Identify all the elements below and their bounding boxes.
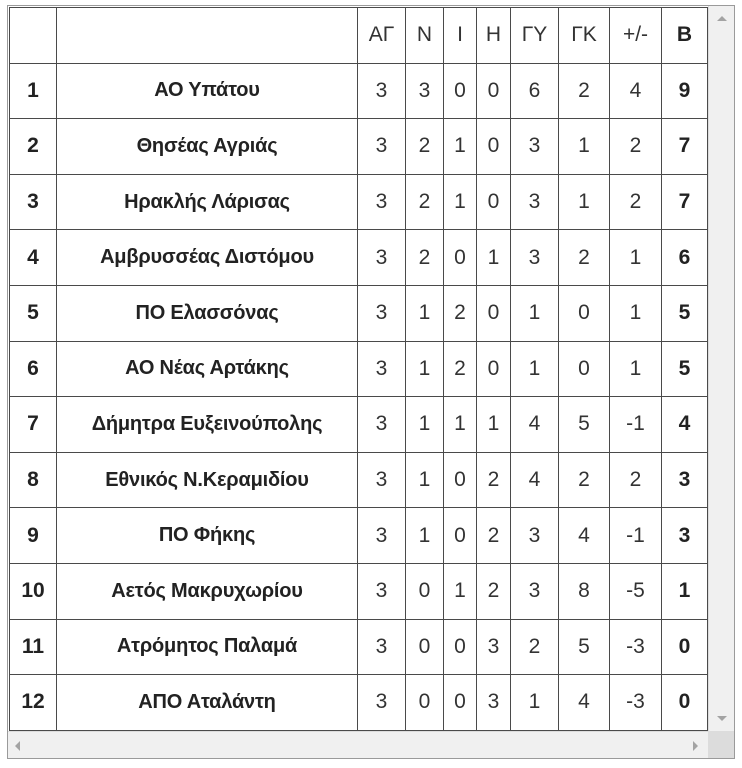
goals-against-cell: 1	[559, 174, 610, 230]
position-cell: 12	[10, 675, 57, 731]
header-goals-against: ΓΚ	[559, 8, 610, 64]
draws-cell: 0	[444, 675, 477, 731]
goals-against-cell: 1	[559, 119, 610, 175]
points-cell: 5	[662, 341, 708, 397]
table-row	[10, 63, 708, 119]
draws-cell: 1	[444, 563, 477, 619]
goal-diff-cell: 2	[610, 119, 662, 175]
played-cell: 3	[358, 341, 406, 397]
played-cell: 3	[358, 619, 406, 675]
header-team	[57, 8, 358, 64]
scroll-left-arrow-icon[interactable]	[15, 741, 20, 751]
header-row	[10, 8, 708, 64]
losses-cell: 2	[477, 508, 511, 564]
wins-cell: 0	[406, 563, 444, 619]
position-cell: 1	[10, 63, 57, 119]
draws-cell: 0	[444, 63, 477, 119]
goal-diff-cell: -3	[610, 619, 662, 675]
position-cell: 5	[10, 285, 57, 341]
team-name-cell: Ηρακλής Λάρισας	[57, 174, 358, 230]
points-cell: 3	[662, 452, 708, 508]
goals-for-cell: 6	[511, 63, 559, 119]
team-name-cell: ΑΠΟ Αταλάντη	[57, 675, 358, 731]
team-name-cell: Αμβρυσσέας Διστόμου	[57, 230, 358, 286]
header-draws: Ι	[444, 8, 477, 64]
goal-diff-cell: 1	[610, 230, 662, 286]
header-played: ΑΓ	[358, 8, 406, 64]
header-losses: Η	[477, 8, 511, 64]
vertical-scrollbar[interactable]	[708, 6, 734, 731]
horizontal-scrollbar[interactable]	[8, 731, 708, 758]
wins-cell: 1	[406, 341, 444, 397]
table-row	[10, 119, 708, 175]
points-cell: 7	[662, 119, 708, 175]
position-cell: 3	[10, 174, 57, 230]
goals-against-cell: 5	[559, 619, 610, 675]
goals-for-cell: 1	[511, 285, 559, 341]
draws-cell: 2	[444, 285, 477, 341]
played-cell: 3	[358, 174, 406, 230]
wins-cell: 0	[406, 675, 444, 731]
table-row	[10, 563, 708, 619]
wins-cell: 1	[406, 285, 444, 341]
losses-cell: 2	[477, 452, 511, 508]
goals-for-cell: 4	[511, 452, 559, 508]
goals-for-cell: 3	[511, 563, 559, 619]
points-cell: 0	[662, 619, 708, 675]
table-viewport	[8, 6, 708, 731]
losses-cell: 1	[477, 397, 511, 453]
played-cell: 3	[358, 452, 406, 508]
played-cell: 3	[358, 508, 406, 564]
points-cell: 6	[662, 230, 708, 286]
losses-cell: 0	[477, 341, 511, 397]
goal-diff-cell: -5	[610, 563, 662, 619]
table-row	[10, 619, 708, 675]
losses-cell: 0	[477, 174, 511, 230]
points-cell: 0	[662, 675, 708, 731]
goals-for-cell: 3	[511, 508, 559, 564]
team-name-cell: Εθνικός Ν.Κεραμιδίου	[57, 452, 358, 508]
team-name-cell: Αετός Μακρυχωρίου	[57, 563, 358, 619]
goals-against-cell: 2	[559, 452, 610, 508]
goal-diff-cell: 2	[610, 174, 662, 230]
draws-cell: 1	[444, 174, 477, 230]
draws-cell: 0	[444, 452, 477, 508]
losses-cell: 3	[477, 675, 511, 731]
standings-frame	[7, 5, 735, 759]
losses-cell: 0	[477, 119, 511, 175]
goals-against-cell: 5	[559, 397, 610, 453]
goals-for-cell: 1	[511, 341, 559, 397]
goal-diff-cell: 1	[610, 341, 662, 397]
draws-cell: 0	[444, 230, 477, 286]
losses-cell: 3	[477, 619, 511, 675]
team-name-cell: ΑΟ Νέας Αρτάκης	[57, 341, 358, 397]
goals-for-cell: 3	[511, 230, 559, 286]
team-name-cell: ΑΟ Υπάτου	[57, 63, 358, 119]
played-cell: 3	[358, 119, 406, 175]
points-cell: 1	[662, 563, 708, 619]
played-cell: 3	[358, 563, 406, 619]
position-cell: 8	[10, 452, 57, 508]
team-name-cell: Θησέας Αγριάς	[57, 119, 358, 175]
wins-cell: 2	[406, 174, 444, 230]
team-name-cell: Δήμητρα Ευξεινούπολης	[57, 397, 358, 453]
standings-table	[9, 7, 708, 731]
scroll-down-arrow-icon[interactable]	[717, 716, 727, 721]
goal-diff-cell: 1	[610, 285, 662, 341]
header-position	[10, 8, 57, 64]
table-row	[10, 174, 708, 230]
goal-diff-cell: 2	[610, 452, 662, 508]
position-cell: 7	[10, 397, 57, 453]
goals-against-cell: 4	[559, 675, 610, 731]
losses-cell: 0	[477, 285, 511, 341]
table-row	[10, 341, 708, 397]
draws-cell: 1	[444, 119, 477, 175]
scroll-up-arrow-icon[interactable]	[717, 16, 727, 21]
goals-for-cell: 3	[511, 119, 559, 175]
position-cell: 9	[10, 508, 57, 564]
played-cell: 3	[358, 675, 406, 731]
played-cell: 3	[358, 285, 406, 341]
losses-cell: 1	[477, 230, 511, 286]
table-row	[10, 285, 708, 341]
position-cell: 11	[10, 619, 57, 675]
wins-cell: 2	[406, 230, 444, 286]
wins-cell: 0	[406, 619, 444, 675]
table-row	[10, 452, 708, 508]
header-goal-diff: +/-	[610, 8, 662, 64]
draws-cell: 0	[444, 619, 477, 675]
points-cell: 9	[662, 63, 708, 119]
wins-cell: 1	[406, 452, 444, 508]
team-name-cell: Ατρόμητος Παλαμά	[57, 619, 358, 675]
header-wins: Ν	[406, 8, 444, 64]
goals-against-cell: 0	[559, 341, 610, 397]
played-cell: 3	[358, 230, 406, 286]
team-name-cell: ΠΟ Φήκης	[57, 508, 358, 564]
wins-cell: 1	[406, 397, 444, 453]
position-cell: 10	[10, 563, 57, 619]
goals-for-cell: 1	[511, 675, 559, 731]
played-cell: 3	[358, 397, 406, 453]
goals-for-cell: 3	[511, 174, 559, 230]
header-points: Β	[662, 8, 708, 64]
wins-cell: 2	[406, 119, 444, 175]
goals-against-cell: 4	[559, 508, 610, 564]
goal-diff-cell: 4	[610, 63, 662, 119]
position-cell: 4	[10, 230, 57, 286]
draws-cell: 1	[444, 397, 477, 453]
table-row	[10, 397, 708, 453]
draws-cell: 0	[444, 508, 477, 564]
goals-against-cell: 2	[559, 230, 610, 286]
draws-cell: 2	[444, 341, 477, 397]
scroll-right-arrow-icon[interactable]	[693, 741, 698, 751]
table-row	[10, 675, 708, 731]
goals-against-cell: 8	[559, 563, 610, 619]
losses-cell: 0	[477, 63, 511, 119]
goal-diff-cell: -3	[610, 675, 662, 731]
table-row	[10, 508, 708, 564]
goals-for-cell: 2	[511, 619, 559, 675]
goal-diff-cell: -1	[610, 508, 662, 564]
points-cell: 3	[662, 508, 708, 564]
header-goals-for: ΓΥ	[511, 8, 559, 64]
goals-against-cell: 2	[559, 63, 610, 119]
points-cell: 5	[662, 285, 708, 341]
goals-for-cell: 4	[511, 397, 559, 453]
losses-cell: 2	[477, 563, 511, 619]
position-cell: 6	[10, 341, 57, 397]
goals-against-cell: 0	[559, 285, 610, 341]
wins-cell: 1	[406, 508, 444, 564]
points-cell: 4	[662, 397, 708, 453]
table-row	[10, 230, 708, 286]
scrollbar-corner	[708, 731, 734, 758]
team-name-cell: ΠΟ Ελασσόνας	[57, 285, 358, 341]
position-cell: 2	[10, 119, 57, 175]
goal-diff-cell: -1	[610, 397, 662, 453]
points-cell: 7	[662, 174, 708, 230]
played-cell: 3	[358, 63, 406, 119]
wins-cell: 3	[406, 63, 444, 119]
